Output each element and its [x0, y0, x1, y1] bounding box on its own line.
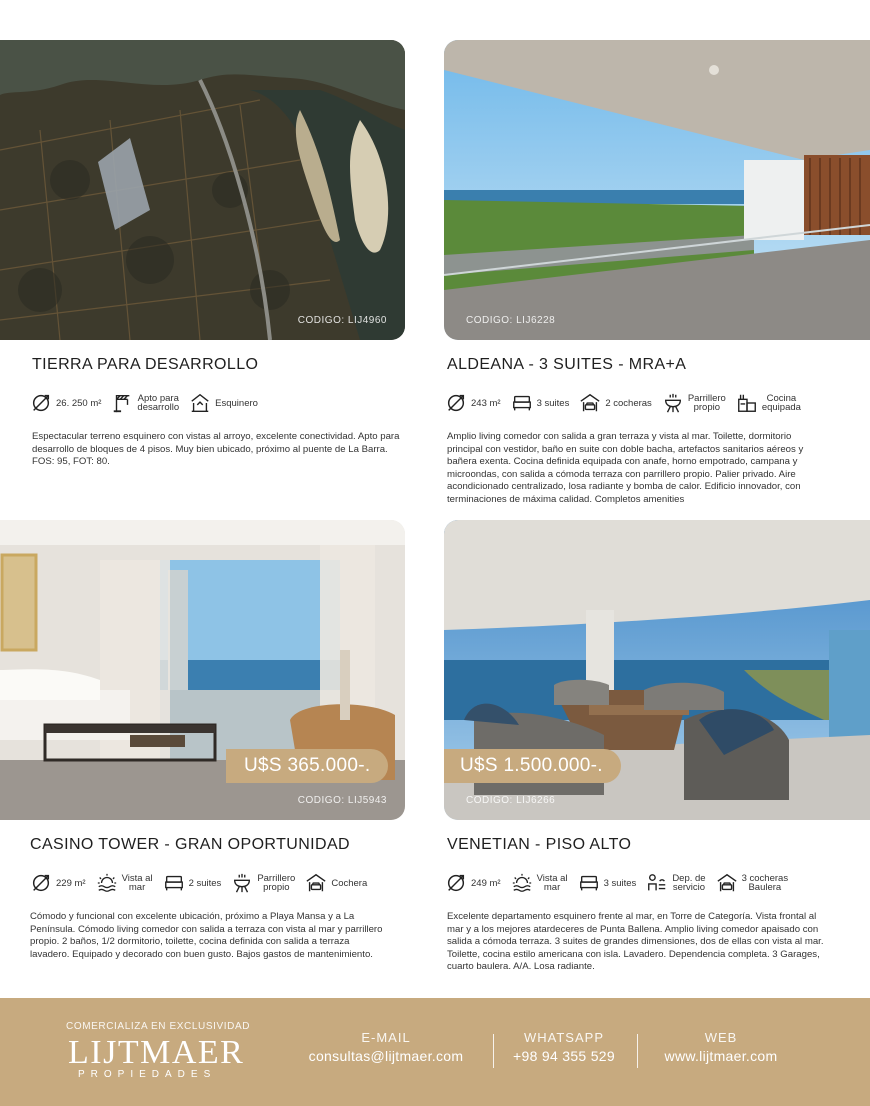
brand-subtitle: PROPIEDADES	[78, 1069, 217, 1080]
whatsapp-label: WHATSAPP	[524, 1030, 604, 1045]
listing-description: Amplio living comedor con salida a gran terraza y vista al mar. Toilette, dormitorio principal con vestidor, baño en suite con doble bacha, artefactos sanitarios aéreos y bañera exenta. Cocina definida equipada con anafe, horno empotrado, campana y microondas, con salida a cómoda terraza con parrillero propio. Palier privado. Aire acondicionado centralizado, losa radiante y bomba de calor. Edificio innovador, con terminaciones de máxima calidad. Completos amenities	[447, 431, 804, 505]
price-tag: U$S 365.000-.	[226, 749, 388, 783]
feature-area	[30, 392, 101, 414]
feature-label: Cochera	[331, 877, 368, 889]
feature-label: 229 m²	[56, 877, 86, 889]
footer-bar	[0, 998, 870, 1106]
feature-garage	[579, 392, 651, 414]
feature-label: 249 m²	[471, 877, 501, 889]
feature-label: propio	[263, 882, 290, 893]
listing-title: CASINO TOWER - GRAN OPORTUNIDAD	[30, 836, 350, 853]
feature-grill	[662, 392, 726, 414]
feature-label: 2 suites	[188, 877, 222, 889]
feature-sea-view	[511, 872, 568, 894]
area-icon	[30, 872, 52, 894]
feature-suites	[163, 872, 222, 894]
service-room-icon	[646, 872, 668, 894]
grill-icon	[662, 392, 684, 414]
contact-email	[300, 1030, 472, 1064]
listing-description: Cómodo y funcional con excelente ubicación, próximo a Playa Mansa y a La Península. Cómodo living comedor con salida a terraza con vista al mar y parrillero propio. 2 baños, 1/2 dormitorio, toilette, cocina definida con salida a terraza lavadero. Equipado y decorado con buen gusto. Bajos gastos de mantenimiento.	[30, 911, 383, 960]
feature-label: 2 cocheras	[605, 397, 652, 409]
feature-area	[445, 872, 501, 894]
feature-label: Cocina	[766, 393, 797, 404]
feature-label: Dep. de	[672, 873, 706, 884]
feature-area	[30, 872, 86, 894]
brand-logo: LIJTMAER	[68, 1034, 245, 1071]
listing-title: VENETIAN - PISO ALTO	[447, 836, 632, 853]
listing-features	[445, 392, 801, 414]
feature-label: 3 cocheras	[741, 873, 789, 884]
web-link[interactable]: www.lijtmaer.com	[664, 1048, 778, 1064]
sea-view-icon	[511, 872, 533, 894]
listing-title: TIERRA PARA DESARROLLO	[32, 356, 259, 373]
listing-features	[30, 392, 258, 414]
exclusive-label: COMERCIALIZA EN EXCLUSIVIDAD	[66, 1021, 251, 1032]
feature-label: Esquinero	[215, 397, 258, 409]
price-tag: U$S 1.500.000-.	[444, 749, 621, 783]
feature-label: Parrillero	[687, 393, 726, 404]
feature-label: Vista al	[121, 873, 153, 884]
feature-label: equipada	[761, 402, 801, 413]
garage-icon	[716, 872, 738, 894]
divider	[493, 1034, 494, 1068]
feature-label: Parrillero	[257, 873, 296, 884]
whatsapp-link[interactable]: +98 94 355 529	[513, 1048, 615, 1064]
contact-whatsapp	[505, 1030, 623, 1064]
listing-1-photo	[0, 40, 405, 340]
email-link[interactable]: consultas@lijtmaer.com	[308, 1048, 464, 1064]
listing-features	[30, 872, 367, 894]
feature-grill	[231, 872, 295, 894]
garage-icon	[305, 872, 327, 894]
listing-code: CODIGO: LIJ4960	[297, 315, 387, 326]
listing-3-photo	[0, 520, 405, 820]
listing-title: ALDEANA - 3 SUITES - MRA+A	[447, 356, 687, 373]
feature-sea-view	[96, 872, 153, 894]
listing-code: CODIGO: LIJ5943	[297, 795, 387, 806]
area-icon	[445, 392, 467, 414]
feature-label: mar	[128, 882, 146, 893]
listing-code: CODIGO: LIJ6266	[466, 795, 556, 806]
feature-label: Baulera	[748, 882, 782, 893]
listing-features	[445, 872, 788, 894]
aerial-land-image	[0, 40, 405, 340]
feature-label: Vista al	[536, 873, 568, 884]
listing-code: CODIGO: LIJ6228	[466, 315, 556, 326]
contact-web	[652, 1030, 790, 1064]
listing-4-photo	[444, 520, 870, 820]
terrace-ocean-image	[444, 40, 870, 340]
feature-label: servicio	[672, 882, 706, 893]
feature-label: 243 m²	[471, 397, 501, 409]
bed-icon	[511, 392, 533, 414]
listing-description: Espectacular terreno esquinero con vistas al arroyo, excelente conectividad. Apto para desarrollo de bloques de 4 pisos. Muy bien ubicado, próximo al puente de La Barra. FOS: 95, FOT: 80.	[32, 431, 400, 468]
feature-label: desarrollo	[137, 402, 180, 413]
divider	[637, 1034, 638, 1068]
feature-label: propio	[693, 402, 721, 413]
feature-suites	[578, 872, 637, 894]
feature-label: 3 suites	[603, 877, 637, 889]
feature-garage	[305, 872, 367, 894]
feature-kitchen	[736, 392, 801, 414]
feature-label: mar	[543, 882, 561, 893]
feature-area	[445, 392, 501, 414]
kitchen-icon	[736, 392, 758, 414]
email-label: E-MAIL	[361, 1030, 411, 1045]
area-icon	[445, 872, 467, 894]
feature-label: 26. 250 m²	[56, 397, 102, 409]
garage-icon	[579, 392, 601, 414]
crane-icon	[111, 392, 133, 414]
listing-description: Excelente departamento esquinero frente al mar, en Torre de Categoría. Vista frontal al mar y a los mejores atardeceres de Punta Ballena. Amplio living comedor apaisado con salida a cómoda terraza. 3 suites de grandes dimensiones, dos de ellas con vista al mar. Toilette, cocina estilo americana con isla. Lavadero. Dependencia completa. 3 Garages, cuarto baulera. A/A. Losa radiante.	[447, 911, 824, 973]
grill-icon	[231, 872, 253, 894]
area-icon	[30, 392, 52, 414]
web-label: WEB	[704, 1030, 738, 1045]
bed-icon	[163, 872, 185, 894]
feature-label: Apto para	[137, 393, 179, 404]
corner-icon	[189, 392, 211, 414]
feature-development	[111, 392, 179, 414]
feature-suites	[511, 392, 570, 414]
listing-2-photo	[444, 40, 870, 340]
feature-service-room	[646, 872, 705, 894]
feature-garage	[716, 872, 788, 894]
bed-icon	[578, 872, 600, 894]
feature-corner	[189, 392, 258, 414]
feature-label: 3 suites	[536, 397, 570, 409]
sea-view-icon	[96, 872, 118, 894]
